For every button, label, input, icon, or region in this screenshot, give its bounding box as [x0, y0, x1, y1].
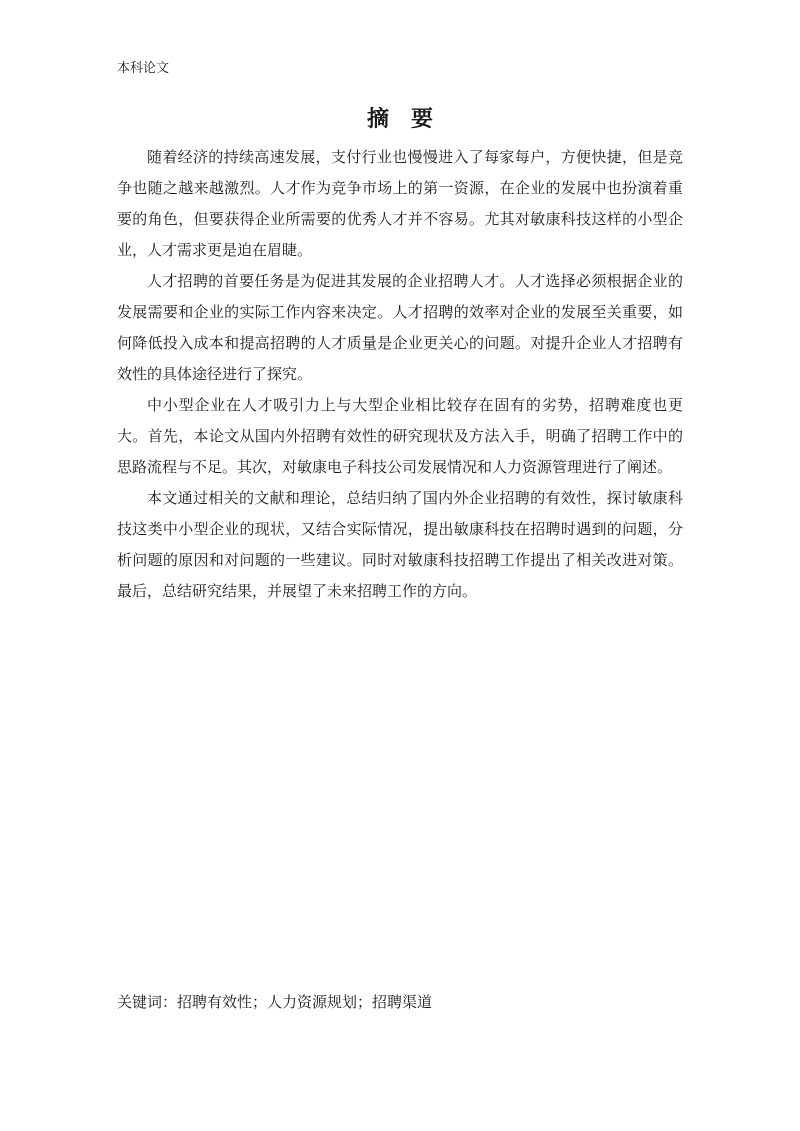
running-header: 本科论文 — [117, 61, 170, 76]
abstract-body — [117, 142, 683, 607]
abstract-paragraph-3: 中小型企业在人才吸引力上与大型企业相比较存在固有的劣势，招聘难度也更大。首先，本论文从国内外招聘有效性的研究现状及方法入手，明确了招聘工作中的思路流程与不足。其次，对敏康电子科技公司发展情况和人力资源管理进行了阐述。 — [117, 396, 683, 476]
abstract-title: 摘要 — [366, 106, 455, 132]
abstract-paragraph-1: 随着经济的持续高速发展，支付行业也慢慢进入了每家每户，方便快捷，但是竞争也随之越来越激烈。人才作为竞争市场上的第一资源，在企业的发展中也扮演着重要的角色，但要获得企业所需要的优秀人才并不容易。尤其对敏康科技这样的小型企业，人才需求更是迫在眉睫。 — [117, 148, 683, 259]
keywords-line: 关键词：招聘有效性；人力资源规划；招聘渠道 — [117, 993, 433, 1011]
abstract-paragraph-2: 人才招聘的首要任务是为促进其发展的企业招聘人才。人才选择必须根据企业的发展需要和企业的实际工作内容来决定。人才招聘的效率对企业的发展至关重要，如何降低投入成本和提高招聘的人才质量是企业更关心的问题。对提升企业人才招聘有效性的具体途径进行了探究。 — [117, 272, 683, 383]
abstract-paragraph-4: 本文通过相关的文献和理论，总结归纳了国内外企业招聘的有效性，探讨敏康科技这类中小型企业的现状，又结合实际情况，提出敏康科技在招聘时遇到的问题，分析问题的原因和对问题的一些建议。同时对敏康科技招聘工作提出了相关改进对策。最后，总结研究结果，并展望了未来招聘工作的方向。 — [117, 489, 683, 600]
